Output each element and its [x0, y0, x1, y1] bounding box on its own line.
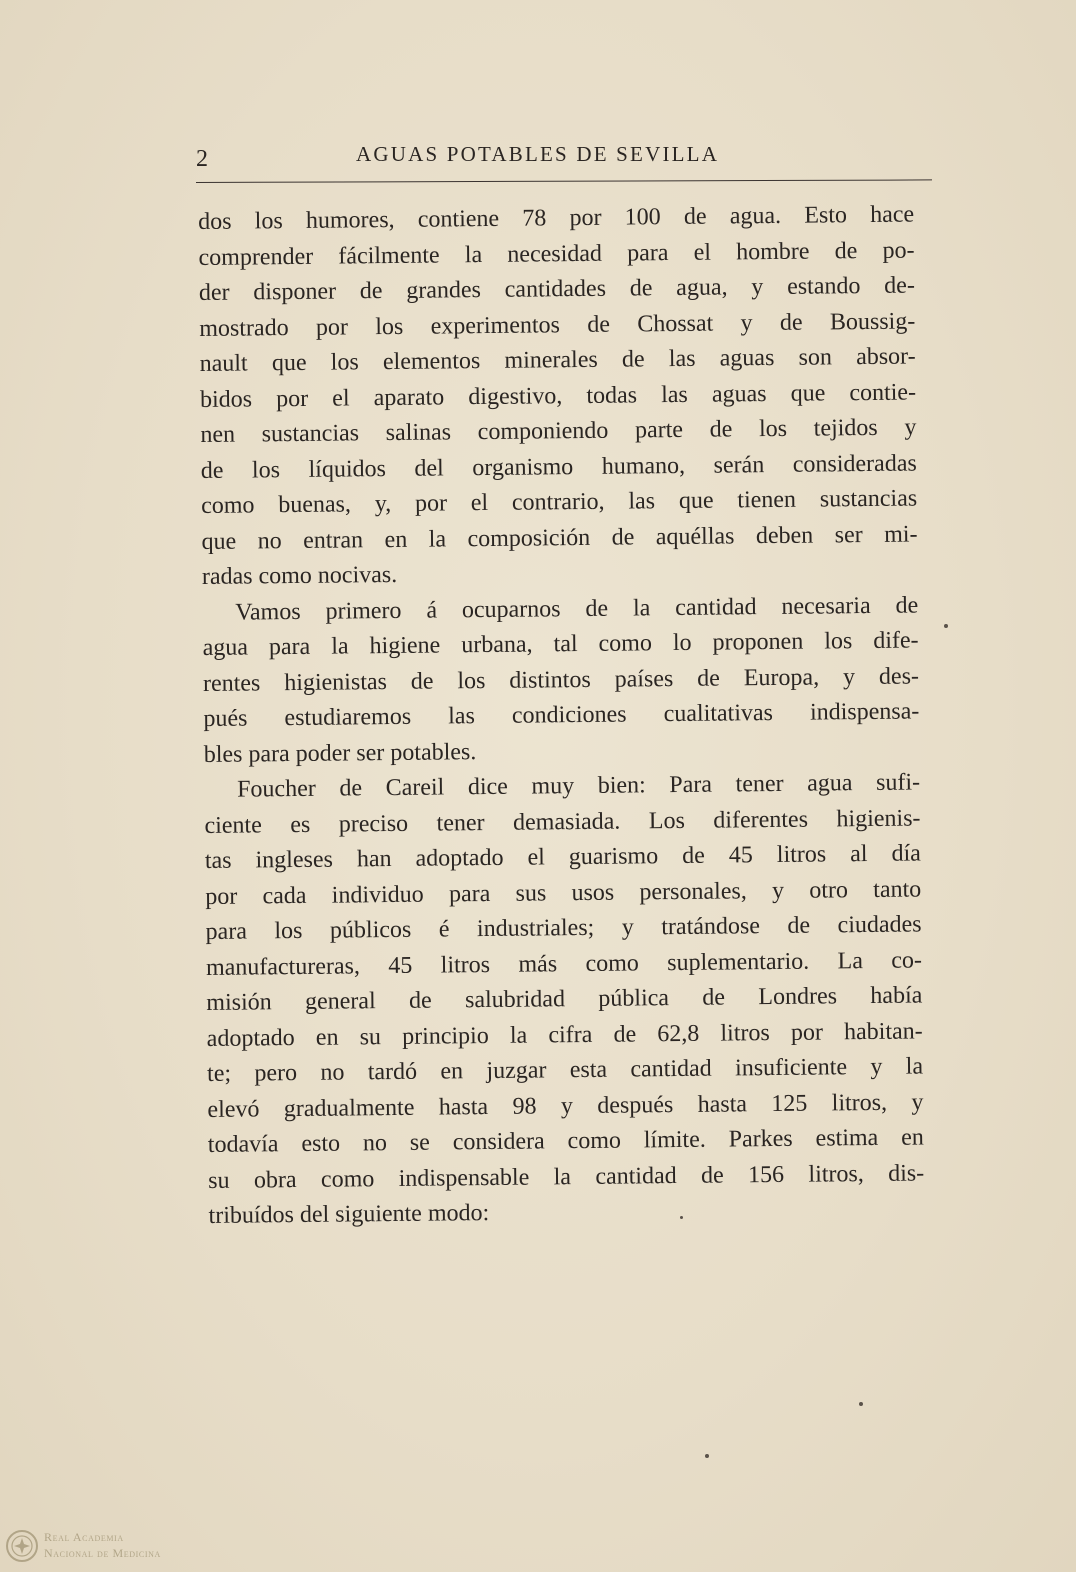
page-header [196, 140, 906, 180]
paper-speck [859, 1402, 863, 1406]
text-line: ciente es preciso tener demasiada. Los diferentes higienis- [204, 804, 921, 839]
text-line: que no entran en la composición de aquéllas deben ser mi- [201, 520, 918, 555]
text-line: como buenas, y, por el contrario, las que tienen sustancias [201, 485, 918, 519]
text-line: comprender fácilmente la necesidad para el hombre de po- [198, 237, 915, 271]
text-line: para los públicos é industriales; y tratándose de ciudades [205, 911, 922, 945]
text-line: agua para la higiene urbana, tal como lo proponen los dife- [202, 627, 919, 661]
seal-icon [4, 1528, 40, 1564]
text-line: rentes higienistas de los distintos países de Europa, y des- [202, 662, 920, 697]
text-line: Foucher de Careil dice muy bien: Para tener agua sufi- [236, 769, 921, 803]
text-line: tribuídos del siguiente modo: [208, 1200, 490, 1229]
text-line: por cada individuo para sus usos personales, y otro tanto [205, 875, 922, 910]
text-line: manufactureras, 45 litros más como suplementario. La co- [205, 946, 923, 981]
stamp-line-1: Real Academia [44, 1530, 124, 1544]
text-line: bles para poder ser potables. [203, 738, 477, 768]
text-line: todavía esto no se considera como límite. Parkes estima en [207, 1124, 924, 1158]
paper-speck [944, 624, 948, 628]
text-line: pués estudiaremos las condiciones cualitativas indispensa- [203, 698, 920, 732]
stamp-line-2: Nacional de Medicina [44, 1546, 161, 1560]
text-line: mostrado por los experimentos de Chossat y de Boussig- [199, 307, 916, 342]
page-number: 2 [196, 146, 209, 172]
library-stamp [4, 1526, 194, 1566]
text-line: misión general de salubridad pública de Londres había [206, 982, 923, 1016]
text-line: adoptado en su principio la cifra de 62,8 litros por habitan- [206, 1017, 923, 1052]
text-line: nen sustancias salinas componiendo parte de los tejidos y [200, 414, 917, 448]
paper-speck [705, 1454, 709, 1458]
text-line: elevó gradualmente hasta 98 y después hasta 125 litros, y [207, 1088, 924, 1123]
text-line: nault que los elementos minerales de las aguas son absor- [199, 343, 916, 377]
text-line: te; pero no tardó en juzgar esta cantidad insuficiente y la [206, 1053, 924, 1087]
text-line: der disponer de grandes cantidades de agua, y estando de- [198, 272, 916, 306]
running-title: AGUAS POTABLES DE SEVILLA [356, 142, 720, 166]
text-line: de los líquidos del organismo humano, serán consideradas [200, 449, 917, 484]
text-line: bidos por el aparato digestivo, todas las aguas que contie- [199, 378, 917, 413]
paper-speck [680, 1216, 683, 1219]
text-line: Vamos primero á ocuparnos de la cantidad necesaria de [235, 591, 919, 626]
stamp-text [44, 1529, 161, 1561]
body-text [198, 198, 925, 1235]
text-line: su obra como indispensable la cantidad de 156 litros, dis- [208, 1159, 925, 1194]
text-line: dos los humores, contiene 78 por 100 de agua. Esto hace [198, 201, 915, 235]
text-line: tas ingleses han adoptado el guarismo de 45 litros al día [204, 840, 921, 874]
text-line: radas como nocivas. [201, 561, 398, 590]
